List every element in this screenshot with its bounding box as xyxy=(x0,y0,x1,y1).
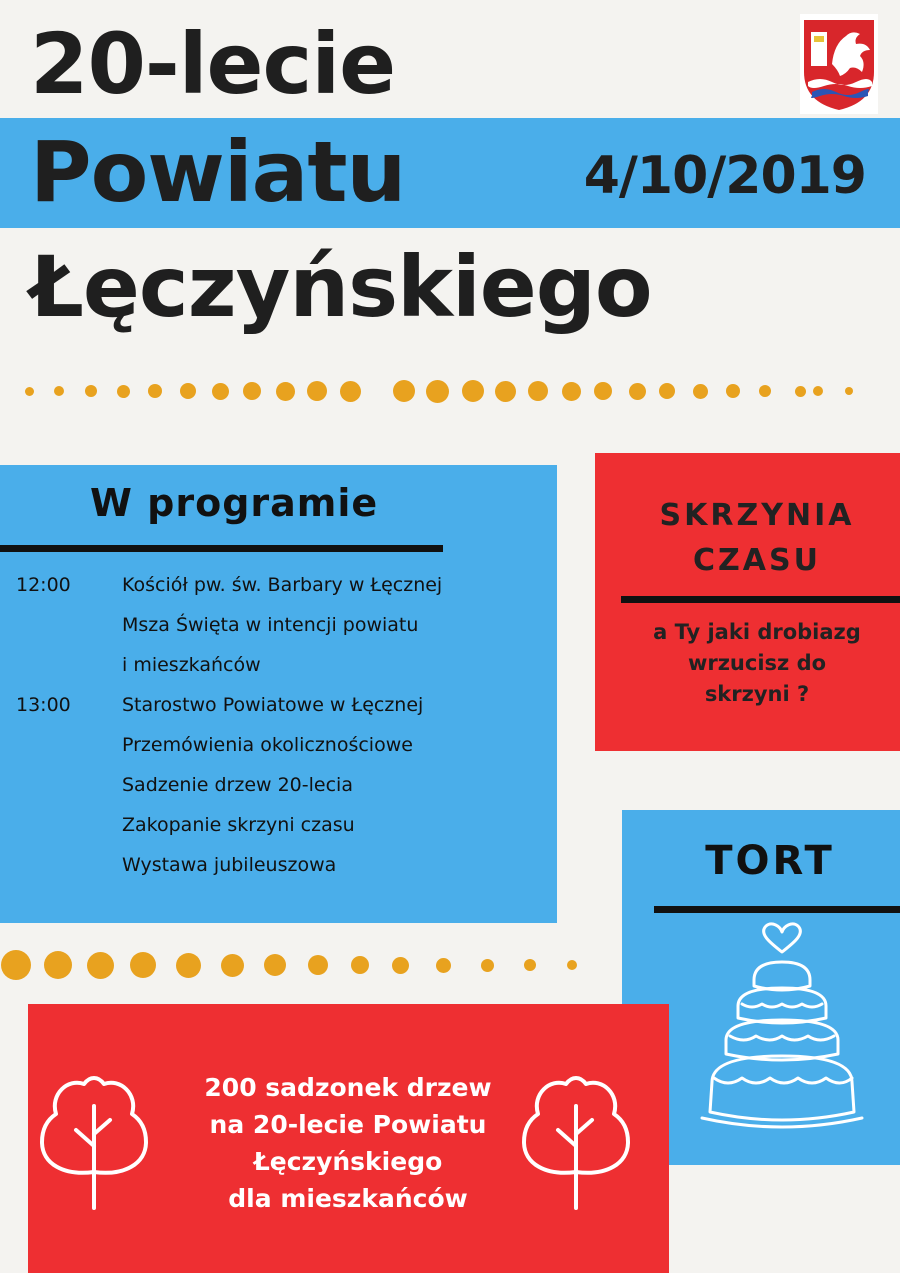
trees-text-line-1: 200 sadzonek drzew xyxy=(204,1073,492,1102)
schedule-text: Wystawa jubileuszowa xyxy=(122,854,337,876)
schedule-row xyxy=(0,814,557,854)
schedule-text: Kościół pw. św. Barbary w Łęcznej xyxy=(122,574,443,596)
title-line-3: Łęczyńskiego xyxy=(30,238,652,336)
decorative-dot xyxy=(795,386,806,397)
decorative-dot xyxy=(495,381,516,402)
schedule-row xyxy=(0,614,557,654)
schedule-time: 13:00 xyxy=(16,694,71,716)
schedule-text: Przemówienia okolicznościowe xyxy=(122,734,413,756)
decorative-dot xyxy=(212,383,229,400)
decorative-dot xyxy=(85,385,97,397)
decorative-dot xyxy=(340,381,361,402)
time-capsule-divider xyxy=(621,596,900,603)
decorative-dot xyxy=(148,384,162,398)
decorative-dot xyxy=(221,954,244,977)
decorative-dot xyxy=(567,960,577,970)
decorative-dot xyxy=(243,382,261,400)
cake-icon xyxy=(692,922,872,1142)
decorative-dot xyxy=(562,382,581,401)
schedule-time: 12:00 xyxy=(16,574,71,596)
schedule-row xyxy=(0,694,557,734)
decorative-dot xyxy=(524,959,536,971)
time-capsule-text-line-1: a Ty jaki drobiazg xyxy=(653,620,861,644)
trees-text xyxy=(148,1069,548,1217)
program-divider xyxy=(0,545,443,552)
trees-text-line-3: Łęczyńskiego xyxy=(253,1147,443,1176)
schedule-text: Sadzenie drzew 20-lecia xyxy=(122,774,353,796)
program-title: W programie xyxy=(90,481,379,525)
schedule-text: Zakopanie skrzyni czasu xyxy=(122,814,355,836)
decorative-dot xyxy=(693,384,708,399)
decorative-dot xyxy=(462,380,484,402)
decorative-dot xyxy=(392,957,409,974)
decorative-dot xyxy=(1,950,31,980)
decorative-dot xyxy=(117,385,130,398)
decorative-dot xyxy=(594,382,612,400)
schedule-text: i mieszkańców xyxy=(122,654,261,676)
decorative-dot xyxy=(629,383,646,400)
tree-icon xyxy=(516,1072,636,1212)
decorative-dot xyxy=(264,954,286,976)
schedule-row xyxy=(0,574,557,614)
title-line-1: 20-lecie xyxy=(30,15,396,113)
cake-title: TORT xyxy=(705,838,835,884)
decorative-dot xyxy=(813,386,823,396)
coat-of-arms-icon xyxy=(800,14,878,114)
decorative-dot xyxy=(276,382,295,401)
time-capsule-text xyxy=(595,617,900,710)
decorative-dot xyxy=(845,387,853,395)
decorative-dot xyxy=(180,383,196,399)
decorative-dot xyxy=(307,381,327,401)
trees-text-line-2: na 20-lecie Powiatu xyxy=(209,1110,487,1139)
schedule-row xyxy=(0,734,557,774)
decorative-dot xyxy=(351,956,369,974)
title-line-2: Powiatu xyxy=(30,123,406,221)
time-capsule-box xyxy=(595,453,900,751)
decorative-dot xyxy=(726,384,740,398)
schedule-text: Starostwo Powiatowe w Łęcznej xyxy=(122,694,424,716)
decorative-dot xyxy=(44,951,72,979)
decorative-dot xyxy=(426,380,449,403)
decorative-dot xyxy=(436,958,451,973)
decorative-dot xyxy=(393,380,415,402)
decorative-dot xyxy=(87,952,114,979)
tree-icon xyxy=(34,1072,154,1212)
program-box xyxy=(0,465,557,923)
time-capsule-title xyxy=(595,493,900,583)
time-capsule-text-line-2: wrzucisz do xyxy=(687,651,827,675)
event-date: 4/10/2019 xyxy=(583,146,866,206)
decorative-dot xyxy=(176,953,201,978)
time-capsule-title-line-1: SKRZYNIA xyxy=(659,498,855,533)
decorative-dot xyxy=(481,959,494,972)
schedule-row xyxy=(0,854,557,894)
decorative-dot xyxy=(25,387,34,396)
time-capsule-title-line-2: CZASU xyxy=(693,543,821,578)
decorative-dot xyxy=(759,385,771,397)
decorative-dot xyxy=(308,955,328,975)
schedule-text: Msza Święta w intencji powiatu xyxy=(122,614,419,636)
time-capsule-text-line-3: skrzyni ? xyxy=(704,682,810,706)
schedule-row xyxy=(0,654,557,694)
schedule-row xyxy=(0,774,557,814)
cake-divider xyxy=(654,906,900,913)
decorative-dot xyxy=(130,952,156,978)
trees-text-line-4: dla mieszkańców xyxy=(228,1184,468,1213)
trees-box xyxy=(28,1004,669,1273)
decorative-dot xyxy=(54,386,64,396)
decorative-dot xyxy=(659,383,675,399)
decorative-dot xyxy=(528,381,548,401)
